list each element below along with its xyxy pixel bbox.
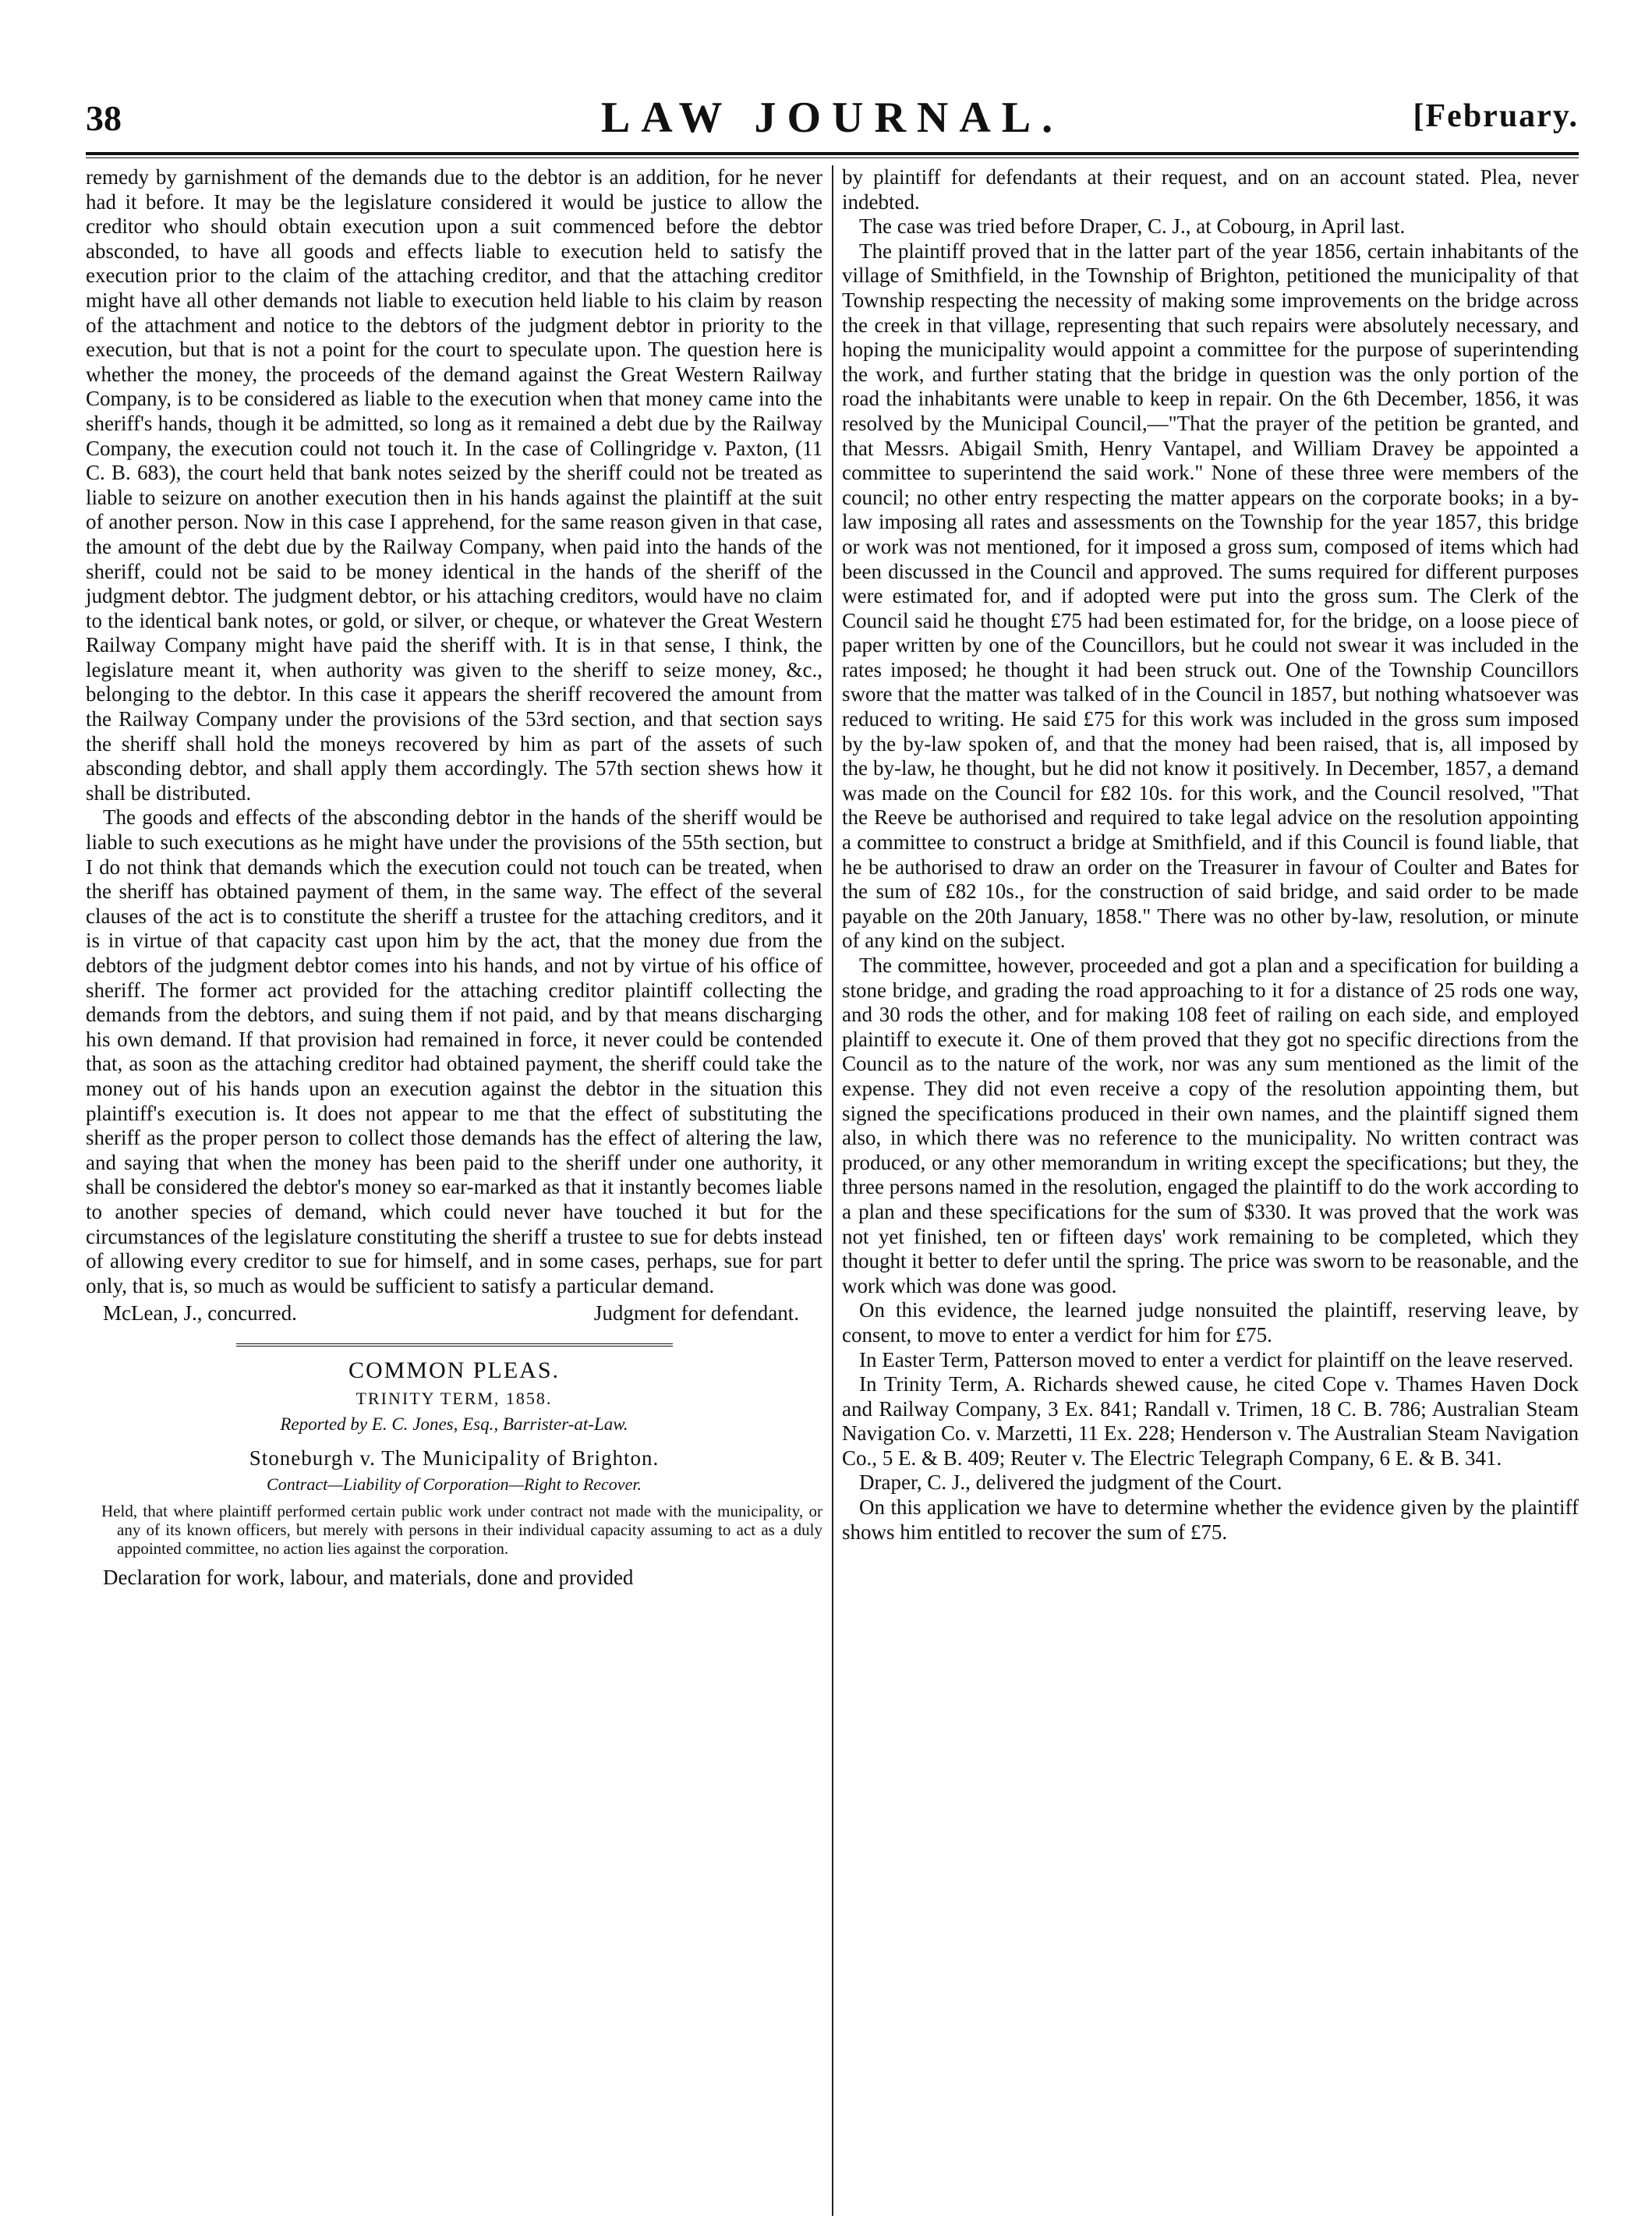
left-column xyxy=(86,165,822,1590)
issue-month: [February. xyxy=(1413,98,1579,134)
headnote: Held, that where plaintiff performed certain public work under contract not made with the municipality, or any of its known officers, but merely with persons in their individual capacity assuming to act as a duly appointed committee, no action lies against the corporation. xyxy=(101,1501,822,1558)
section-divider xyxy=(236,1343,673,1349)
concurrence-line xyxy=(86,1301,822,1326)
reporter-line: Reported by E. C. Jones, Esq., Barrister-at-Law. xyxy=(280,1414,628,1435)
paragraph: The case was tried before Draper, C. J., at Cobourg, in April last. xyxy=(859,214,1406,239)
case-subtitle: Contract—Liability of Corporation—Right to Recover. xyxy=(267,1474,642,1495)
column-divider xyxy=(832,165,833,2216)
paragraph: Draper, C. J., delivered the judgment of the Court. xyxy=(859,1470,1282,1495)
section-title: COMMON PLEAS. xyxy=(348,1357,561,1383)
paragraph: In Easter Term, Patterson moved to enter a verdict for plaintiff on the leave reserved. xyxy=(859,1347,1574,1371)
paragraph: On this application we have to determine whether the evidence given by the plaintiff shows him entitled to recover the sum of £75. xyxy=(842,1495,1579,1544)
journal-page xyxy=(86,90,1579,2195)
page-number: 38 xyxy=(86,98,122,138)
paragraph: Declaration for work, labour, and materials, done and provided xyxy=(103,1565,634,1589)
paragraph: The plaintiff proved that in the latter part of the year 1856, certain inhabitants of the village of Smithfield, in the Township of Brighton, petitioned the municipality of that Township respecting the necessity of making some improvements on the bridge across the creek in that village, representing that such repairs were absolutely necessary, and hoping the municipality would appoint a committee for the purpose of superintending the work, and further stating that the bridge in question was the only portion of the road the inhabitants were unable to keep in repair. On the 6th December, 1856, it was resolved by the Municipal Council,—"That the prayer of the petition be granted, and that Messrs. Abigail Smith, Henry Vantapel, and William Dravey be appointed a committee to superintend the said work." None of these three were members of the council; no other entry respecting the matter appears on the corporate books; in a by-law imposing all rates and assessments on the Township for the year 1857, this bridge or work was not mentioned, for it imposed a gross sum, composed of items which had been discussed in the Council and approved. The sums required for different purposes were estimated for, and if adopted were put into the gross sum. The Clerk of the Council said he thought £75 had been estimated for, for the bridge, on a loose piece of paper written by one of the Councillors, but he could not swear it was included in the rates imposed; he thought it had been struck out. One of the Township Councillors swore that the matter was talked of in the Council in 1857, but nothing whatsoever was reduced to writing. He said £75 for this work was included in the gross sum imposed by the by-law spoken of, and that the money had been raised, that is, all imposed by the by-law, he thought, but he did not know it positively. In December, 1857, a demand was made on the Council for £82 10s. for this work, and the Council resolved, "That the Reeve be authorised and required to take legal advice on the resolution appointing a committee to construct a bridge at Smithfield, and if this Council is found liable, that he be authorised to draw an order on the Treasurer in favour of Coulter and Bates for the sum of £82 10s., for the construction of said bridge, and said order to be made payable on the 20th January, 1858." There was no other by-law, resolution, or minute of any kind on the subject. xyxy=(842,239,1579,953)
paragraph: The goods and effects of the absconding debtor in the hands of the sheriff would be liable to such executions as he might have under the provisions of the 55th section, but I do not think that demands which the execution could not touch can be treated, when the sheriff has obtained payment of them, in the same way. The effect of the several clauses of the act is to constitute the sheriff a trustee for the attaching creditors, and it is in virtue of that capacity cast upon him by the act, that the money due from the debtors of the judgment debtor comes into his hands, and not by virtue of his office of sheriff. The former act provided for the attaching creditor plaintiff collecting the demands from the debtors, and suing them if not paid, and by that means discharging his own demand. If that provision had remained in force, it never could be contended that, as soon as the attaching creditor had obtained payment, the sheriff could take the money out of his hands upon an execution against the debtor in the situation this plaintiff's execution is. It does not appear to me that the effect of substituting the sheriff as the proper person to collect those demands has the effect of altering the law, and saying that when the money has been paid to the sheriff under one authority, it shall be considered the debtor's money so ear-marked as that it instantly becomes liable to another species of demand, which could never have touched it but for the circumstances of the legislature constituting the sheriff a trustee to sue for debts instead of allowing every creditor to sue for himself, and in some cases, perhaps, sue for part only, that is, so much as would be sufficient to satisfy a particular demand. xyxy=(86,805,822,1297)
page-header xyxy=(86,90,1579,152)
right-column xyxy=(842,165,1579,1545)
case-title: Stoneburgh v. The Municipality of Brighton. xyxy=(249,1446,660,1470)
paragraph: The committee, however, proceeded and got a plan and a specification for building a stone bridge, and grading the road approaching to it for a distance of 25 rods one way, and 30 rods the other, and for making 108 feet of railing on each side, and employed plaintiff to execute it. One of them proved that they got no specific directions from the Council as to the nature of the work, nor was any sum mentioned as the limit of the expense. They did not even receive a copy of the resolution appointing them, but signed the specifications produced in their own names, and the plaintiff signed them also, in which there was no reference to the municipality. No written contract was produced, or any other memorandum in writing except the specifications; but they, the three persons named in the resolution, engaged the plaintiff to do the work according to a plan and these specifications for the sum of $330. It was proved that the work was not yet finished, ten or fifteen days' work remaining to be completed, which they thought it better to defer until the spring. The price was sworn to be reasonable, and the work which was done was good. xyxy=(842,954,1579,1297)
judgment-text: Judgment for defendant. xyxy=(593,1301,799,1325)
concurred-text: McLean, J., concurred. xyxy=(103,1301,297,1325)
paragraph: In Trinity Term, A. Richards shewed cause, he cited Cope v. Thames Haven Dock and Railway Company, 3 Ex. 841; Randall v. Trimen, 18 C. B. 786; Australian Steam Navigation Co. v. Marzetti, 11 Ex. 228; Henderson v. The Australian Steam Navigation Co., 5 E. & B. 409; Reuter v. The Electric Telegraph Company, 6 E. & B. 341. xyxy=(842,1372,1579,1470)
header-rule xyxy=(86,152,1579,158)
paragraph: remedy by garnishment of the demands due to the debtor is an addition, for he never had it before. It may be the legislature considered it would be justice to allow the creditor who should obtain execution upon a suit commenced before the debtor absconded, to have all goods and effects liable to execution held to satisfy the execution prior to the claim of the attaching creditor, and that the attaching creditor might have all other demands not liable to execution held liable to his claim by reason of the attachment and notice to the debtors of the judgment debtor in priority to the execution, but that is not a point for the court to speculate upon. The question here is whether the money, the proceeds of the demand against the Great Western Railway Company, is to be considered as liable to the execution when that money came into the sheriff's hands, though it be admitted, so long as it remained a debt due by the Railway Company, the execution could not touch it. In the case of Collingridge v. Paxton, (11 C. B. 683), the court held that bank notes seized by the sheriff could not be treated as liable to seizure on another execution then in his hands against the plaintiff at the suit of another person. Now in this case I apprehend, for the same reason given in that case, the amount of the debt due by the Railway Company, when paid into the hands of the sheriff, could not be said to be money identical in the hands of the sheriff of the judgment debtor. The judgment debtor, or his attaching creditors, would have no claim to the identical bank notes, or gold, or silver, or cheque, or whatever the Great Western Railway Company might have paid the sheriff with. It is in that sense, I think, the legislature meant it, when authority was given to the sheriff to seize money, &c., belonging to the debtor. In this case it appears the sheriff recovered the amount from the Railway Company under the provisions of the 53rd section, and that section says the sheriff shall hold the moneys recovered by him as part of the assets of such absconding debtor, and shall apply them accordingly. The 57th section shews how it shall be distributed. xyxy=(86,165,822,805)
paragraph: by plaintiff for defendants at their request, and on an account stated. Plea, never indebted. xyxy=(842,165,1579,214)
journal-title: LAW JOURNAL. xyxy=(600,94,1064,142)
term-heading: TRINITY TERM, 1858. xyxy=(356,1388,553,1408)
paragraph: On this evidence, the learned judge nonsuited the plaintiff, reserving leave, by consent, to move to enter a verdict for him for £75. xyxy=(842,1298,1579,1347)
